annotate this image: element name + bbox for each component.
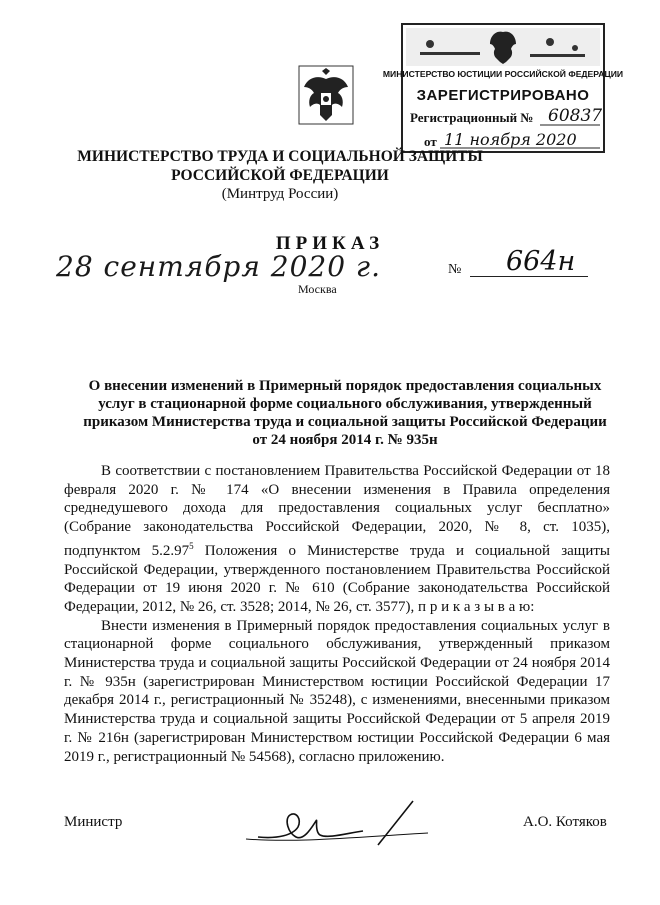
- subject-line: услуг в стационарной форме социального обслуживания, утвержденный: [98, 396, 592, 412]
- signer-name: А.О. Котяков: [523, 814, 607, 830]
- subject-line: О внесении изменений в Примерный порядок предоставления социальных: [88, 378, 602, 394]
- order-city: Москва: [298, 282, 337, 296]
- body-text: В соответствии с постановлением Правительства Российской Федерации от 18 февраля 2020 г. № 174 «О внесении изменения в Правила определения среднедушевого дохода для предоставления социальных услуг бесплатно» (Собрание законодательства Российской Федерации, 2020, № 8, ст. 1035), подпунктом 5.2.97: [64, 463, 610, 559]
- ministry-name: [0, 147, 560, 185]
- signer-position: Министр: [64, 814, 123, 830]
- order-body: [64, 462, 610, 766]
- document-title: ПРИКАЗ: [275, 233, 385, 254]
- stamp-ministry: МИНИСТЕРСТВО ЮСТИЦИИ РОССИЙСКОЙ ФЕДЕРАЦИИ: [382, 69, 624, 79]
- ministry-short-name: (Минтруд России): [221, 186, 339, 202]
- stamp-reg-label: Регистрационный №: [410, 110, 534, 125]
- stamp-status: ЗАРЕГИСТРИРОВАНО: [416, 87, 590, 104]
- order-date: 28 сентября 2020 г.: [56, 250, 381, 283]
- footnote-sup: 5: [189, 540, 194, 551]
- ministry-line2: РОССИЙСКОЙ ФЕДЕРАЦИИ: [171, 167, 389, 184]
- subject-line: приказом Министерства труда и социальной защиты Российской Федерации: [83, 414, 607, 430]
- order-number: 664н: [506, 246, 576, 277]
- body-paragraph-1: [64, 462, 610, 617]
- body-paragraph-2: Внести изменения в Примерный порядок предоставления социальных услуг в стационарной форме социального обслуживания, утвержденный приказом Министерства труда и социальной защиты Российской Федерации от 24 ноября 2014 г. № 935н (зарегистрирован Министерством юстиции Российской Федерации 17 декабря 2014 г., регистрационный № 35248), с изменениями, внесенными приказом Министерства труда и социальной защиты Российской Федерации от 5 апреля 2019 г. № 216н (зарегистрирован Министерством юстиции Российской Федерации 6 мая 2019 г., регистрационный № 54568), согласно приложению.: [64, 617, 610, 765]
- order-number-underline: [470, 276, 588, 277]
- ministry-line1: МИНИСТЕРСТВО ТРУДА И СОЦИАЛЬНОЙ ЗАЩИТЫ: [77, 148, 483, 165]
- registration-stamp: [382, 22, 624, 154]
- subject-line: от 24 ноября 2014 г. № 935н: [252, 432, 438, 448]
- stamp-reg-date: 11 ноября 2020: [444, 130, 577, 149]
- stamp-reg-number: 60837: [548, 106, 603, 126]
- handwritten-signature: [238, 797, 438, 847]
- body-text: Положения о Министерстве труда и социальной защиты Российской Федерации, утвержденного постановлением Правительства Российской Федерации от 19 июня 2020 г. № 610 (Собрание законодательства Российской Федерации, 2012, № 26, ст. 3528; 2014, № 26, ст. 3577), п р и к а з ы в а ю:: [64, 542, 610, 615]
- order-number-label: №: [448, 262, 462, 277]
- order-subject: [80, 377, 610, 449]
- coat-of-arms-emblem-icon: [298, 65, 354, 125]
- stamp-from-label: от: [424, 134, 437, 149]
